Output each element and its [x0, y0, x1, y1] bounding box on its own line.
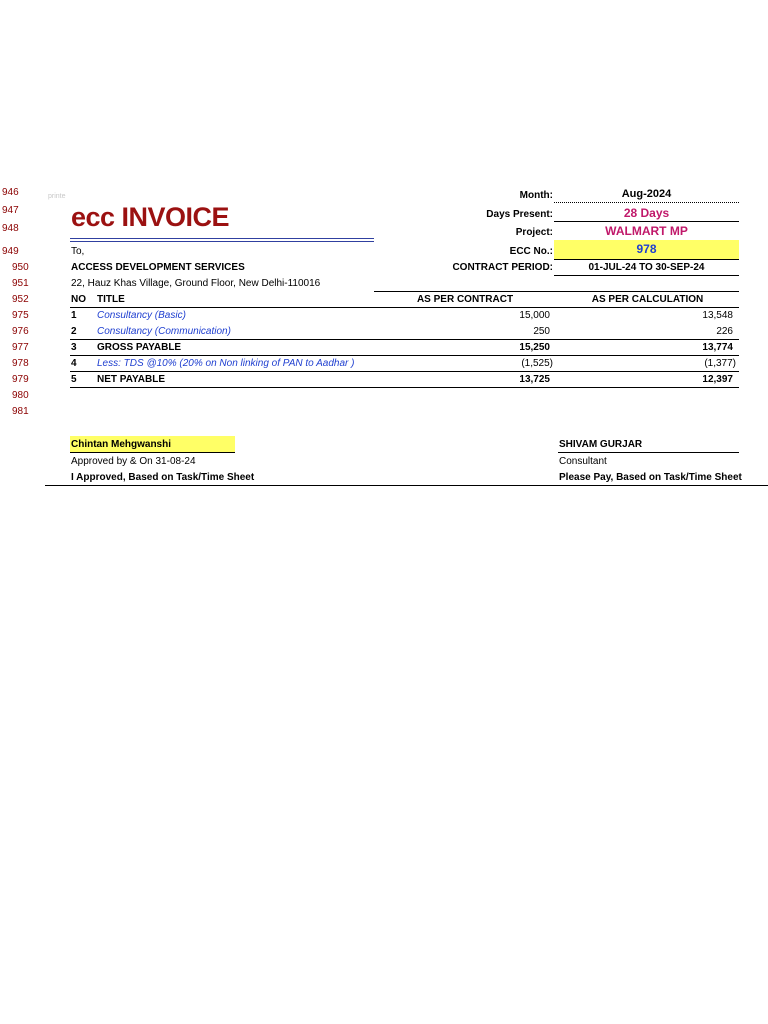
- gross-rule: [70, 355, 739, 356]
- ecc-no-value: 978: [636, 242, 657, 256]
- row-contract: 250: [533, 326, 550, 337]
- month-value: Aug-2024: [621, 188, 672, 200]
- row-title: GROSS PAYABLE: [97, 342, 182, 353]
- approval-date: Approved by & On 31-08-24: [71, 456, 196, 467]
- days-present-value: 28 Days: [623, 206, 670, 220]
- col-header-contract: AS PER CONTRACT: [416, 294, 514, 305]
- project-value: WALMART MP: [605, 224, 688, 238]
- contract-period-value: 01-JUL-24 TO 30-SEP-24: [588, 262, 705, 273]
- row-calc: (1,377): [704, 358, 736, 369]
- row-number: 950: [12, 262, 29, 273]
- subtotal-rule: [70, 339, 739, 340]
- row-number: 979: [12, 374, 29, 385]
- days-present-label: Days Present:: [486, 209, 553, 220]
- printed-mark: printe: [48, 193, 66, 200]
- row-calc: 13,548: [702, 310, 733, 321]
- row-number: 951: [12, 278, 29, 289]
- days-underline: [554, 221, 739, 222]
- row-number: 948: [2, 223, 19, 234]
- header-rule: [70, 307, 739, 308]
- footer-rule: [45, 485, 768, 486]
- row-number: 981: [12, 406, 29, 417]
- invoice-title: ecc INVOICE: [71, 202, 230, 232]
- recipient-address: 22, Hauz Khas Village, Ground Floor, New Delhi-110016: [71, 278, 321, 289]
- row-number: 975: [12, 310, 29, 321]
- row-no: 3: [71, 342, 77, 353]
- row-number: 977: [12, 342, 29, 353]
- address-rule: [374, 291, 739, 292]
- to-label: To,: [71, 246, 85, 257]
- col-header-no: NO: [71, 294, 86, 305]
- consultant-name: SHIVAM GURJAR: [559, 439, 643, 450]
- col-header-title: TITLE: [97, 294, 125, 305]
- contract-underline: [554, 275, 739, 276]
- row-calc: 13,774: [702, 342, 733, 353]
- contract-period-label: CONTRACT PERIOD:: [452, 262, 553, 273]
- approval-note: I Approved, Based on Task/Time Sheet: [71, 472, 255, 483]
- tds-rule: [70, 371, 739, 372]
- row-contract: (1,525): [521, 358, 553, 369]
- row-number: 947: [2, 205, 19, 216]
- title-rule: [70, 241, 374, 242]
- ecc-no-label: ECC No.:: [509, 246, 553, 257]
- row-number: 946: [2, 187, 19, 198]
- consultant-underline: [558, 452, 739, 453]
- col-header-calculation: AS PER CALCULATION: [591, 294, 704, 305]
- row-number: 976: [12, 326, 29, 337]
- month-label: Month:: [519, 190, 553, 201]
- row-contract: 15,250: [519, 342, 550, 353]
- project-label: Project:: [515, 227, 553, 238]
- row-no: 1: [71, 310, 77, 321]
- row-title: Less: TDS @10% (20% on Non linking of PAN to Aadhar ): [97, 358, 355, 369]
- row-title: NET PAYABLE: [97, 374, 165, 385]
- row-calc: 226: [716, 326, 733, 337]
- month-underline: [554, 202, 739, 203]
- approver-name: Chintan Mehgwanshi: [71, 439, 171, 450]
- row-number: 952: [12, 294, 29, 305]
- payment-note: Please Pay, Based on Task/Time Sheet: [559, 472, 742, 483]
- title-rule: [70, 238, 374, 239]
- ecc-underline: [554, 259, 739, 260]
- row-number: 949: [2, 246, 19, 257]
- consultant-role: Consultant: [559, 456, 607, 467]
- recipient-name: ACCESS DEVELOPMENT SERVICES: [71, 262, 245, 273]
- row-number: 980: [12, 390, 29, 401]
- row-calc: 12,397: [702, 374, 733, 385]
- row-title: Consultancy (Communication): [97, 326, 231, 337]
- net-rule: [70, 387, 739, 388]
- row-title: Consultancy (Basic): [97, 310, 186, 321]
- row-number: 978: [12, 358, 29, 369]
- row-contract: 15,000: [519, 310, 550, 321]
- row-no: 2: [71, 326, 77, 337]
- approver-underline: [70, 452, 235, 453]
- row-no: 4: [71, 358, 77, 369]
- row-contract: 13,725: [519, 374, 550, 385]
- row-no: 5: [71, 374, 77, 385]
